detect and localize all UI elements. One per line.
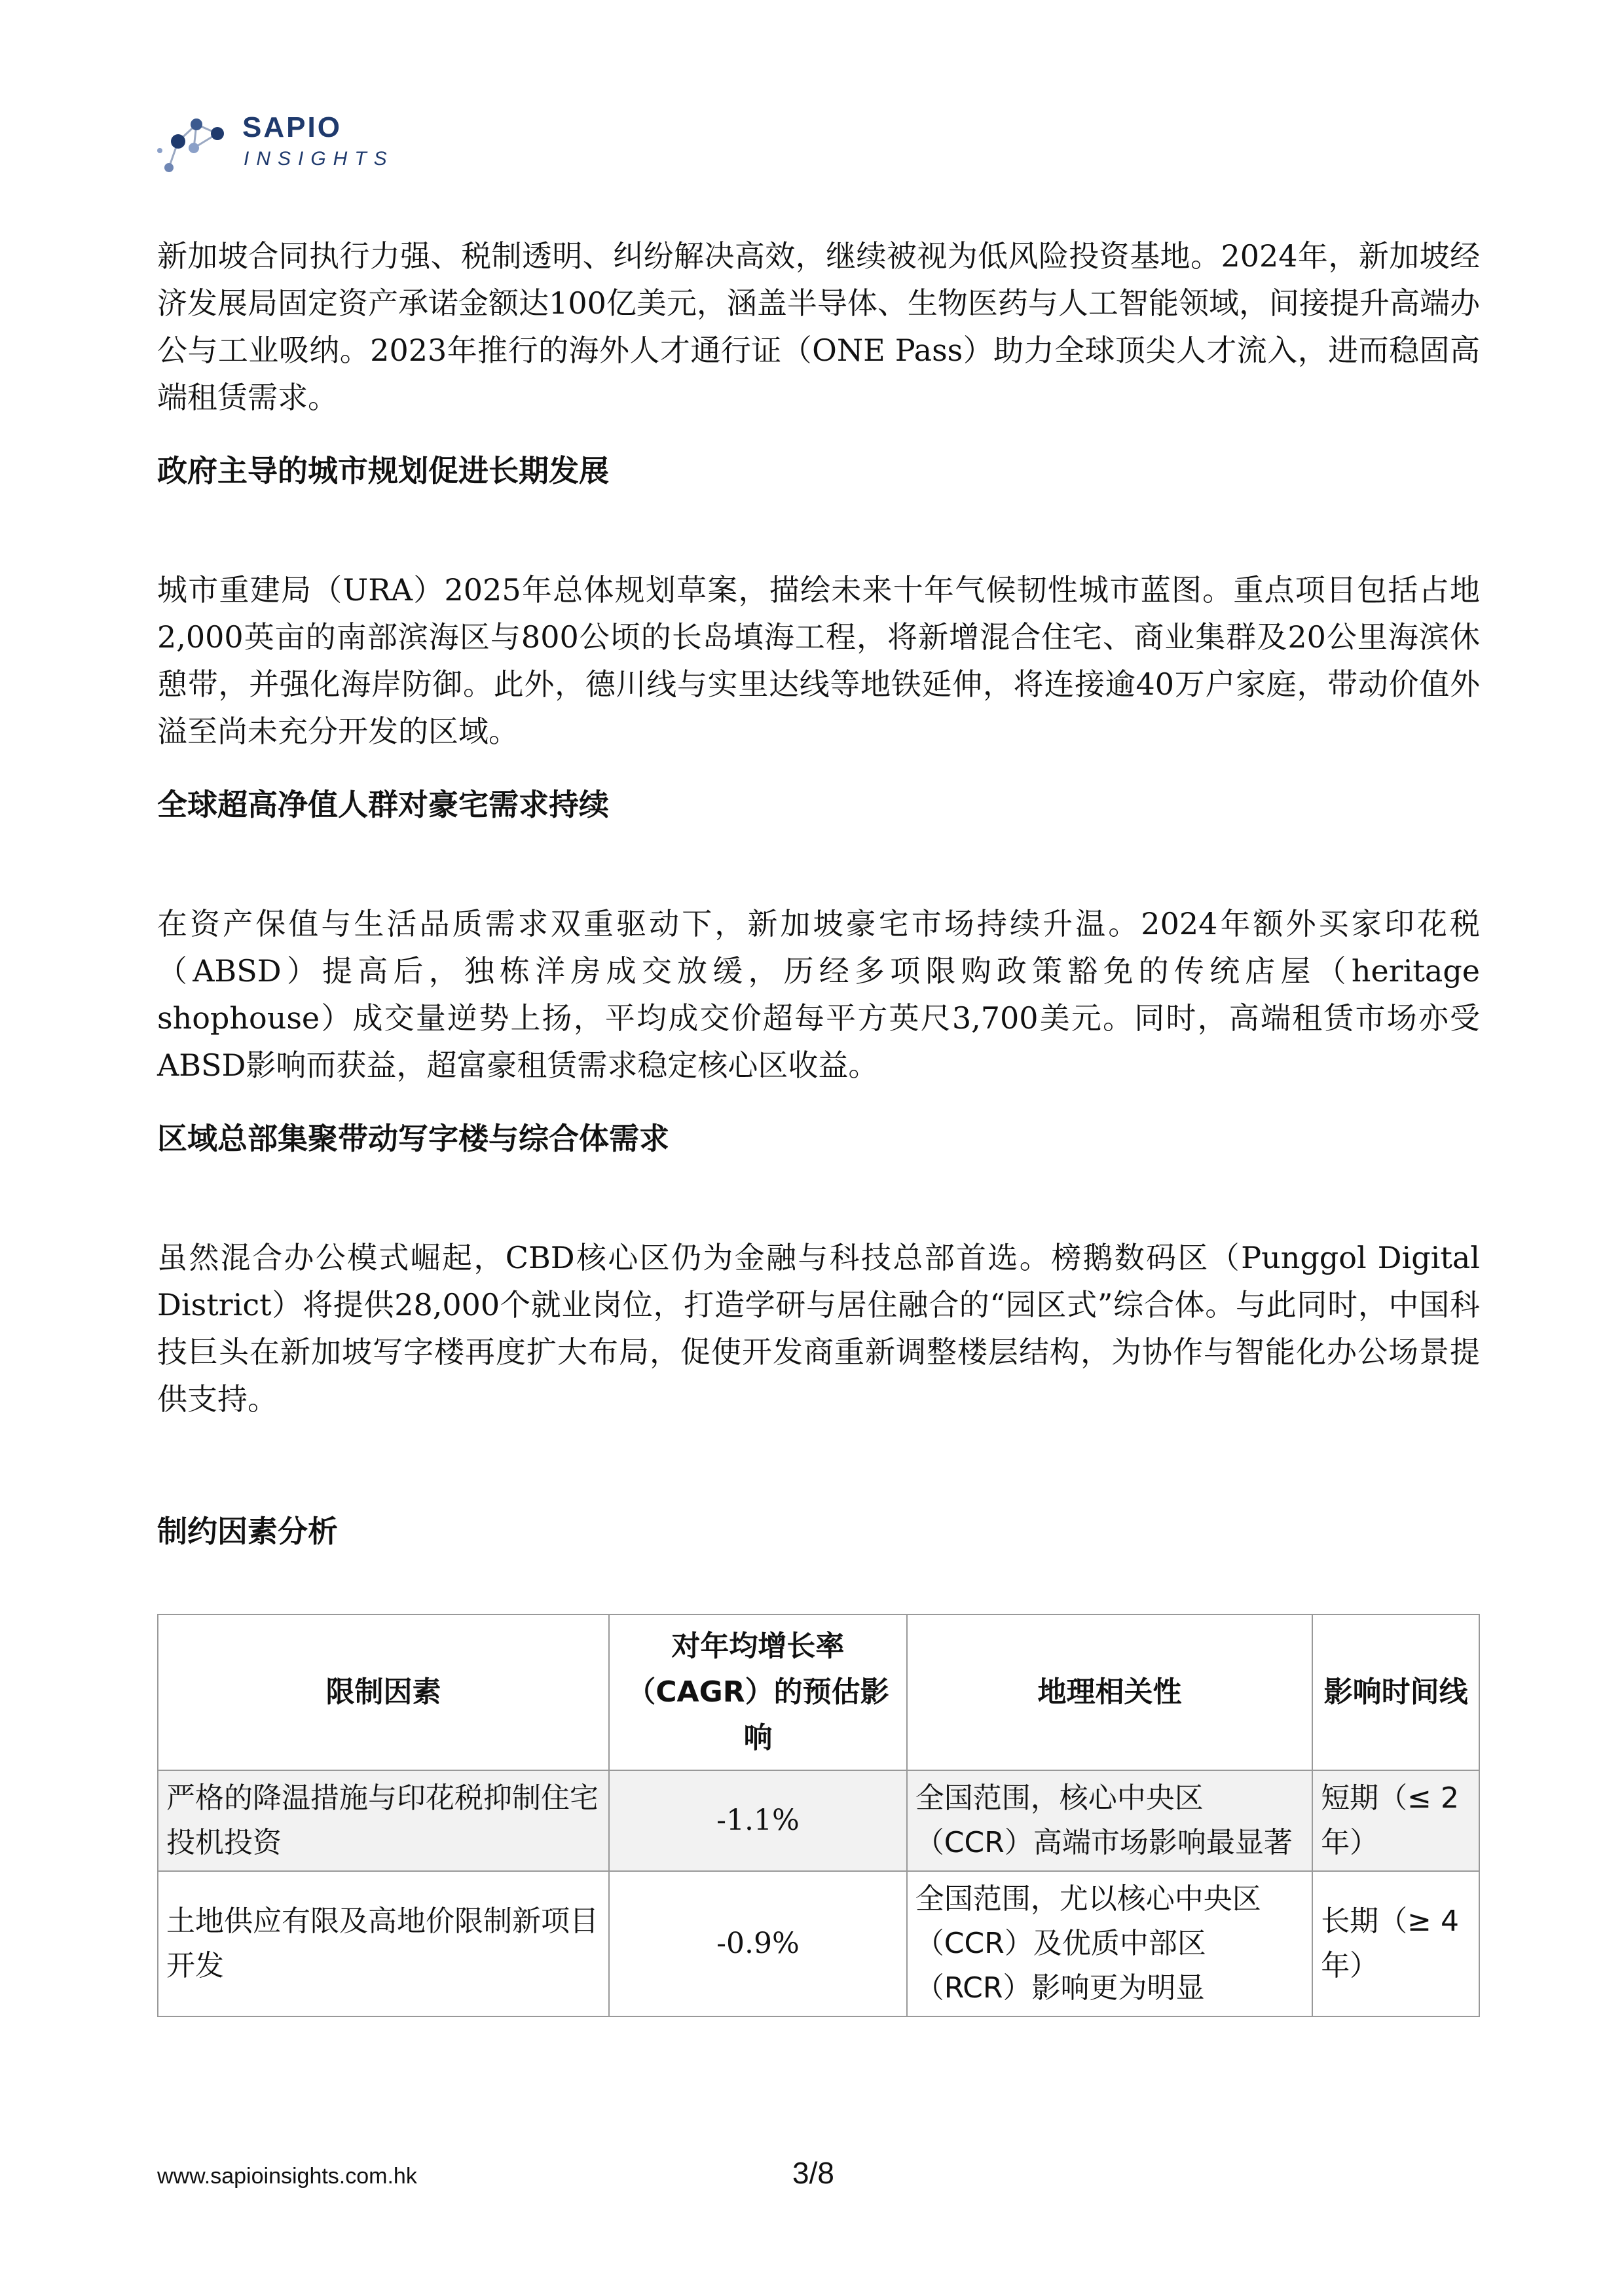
logo-wordmark-sapio: SAPIO <box>242 111 342 143</box>
header-timeline: 影响时间线 <box>1312 1614 1479 1770</box>
header-geography: 地理相关性 <box>907 1614 1312 1770</box>
section-body-urban-planning: 城市重建局（URA）2025年总体规划草案，描绘未来十年气候韧性城市蓝图。重点项目包括占地2,000英亩的南部滨海区与800公顷的长岛填海工程，将新增混合住宅、商业集群及20公里海滨休憩带，并强化海岸防御。此外，德川线与实里达线等地铁延伸，将连接逾40万户家庭，带动价值外溢至尚未充分开发的区域。 <box>157 572 1480 749</box>
cell-factor: 土地供应有限及高地价限制新项目开发 <box>158 1871 609 2016</box>
footer-website-link[interactable]: www.sapioinsights.com.hk <box>157 2164 417 2189</box>
constraints-heading: 制约因素分析 <box>157 1514 338 1549</box>
table-header-row <box>158 1614 1479 1770</box>
table-row <box>158 1770 1479 1871</box>
sapio-insights-logo <box>157 105 432 183</box>
section-heading-office-demand: 区域总部集聚带动写字楼与综合体需求 <box>157 1121 669 1156</box>
table-row <box>158 1871 1479 2016</box>
cell-timeline: 长期（≥ 4年） <box>1312 1871 1479 2016</box>
constraints-table <box>157 1614 1480 2017</box>
section-body-luxury-demand: 在资产保值与生活品质需求双重驱动下，新加坡豪宅市场持续升温。2024年额外买家印花税（ABSD）提高后，独栋洋房成交放缓，历经多项限购政策豁免的传统店屋（heritage shophouse）成交量逆势上扬，平均成交价超每平方英尺3,700美元。同时，高端租赁市场亦受ABSD影响而获益，超富豪租赁需求稳定核心区收益。 <box>157 906 1480 1083</box>
cell-cagr-impact: -1.1% <box>609 1770 907 1871</box>
logo-wordmark-insights: INSIGHTS <box>244 148 394 170</box>
cell-geography: 全国范围，尤以核心中央区（CCR）及优质中部区（RCR）影响更为明显 <box>907 1871 1312 2016</box>
section-heading-urban-planning: 政府主导的城市规划促进长期发展 <box>157 453 609 488</box>
cell-factor: 严格的降温措施与印花税抑制住宅投机投资 <box>158 1770 609 1871</box>
intro-paragraph: 新加坡合同执行力强、税制透明、纠纷解决高效，继续被视为低风险投资基地。2024年，新加坡经济发展局固定资产承诺金额达100亿美元，涵盖半导体、生物医药与人工智能领域，间接提升高端办公与工业吸纳。2023年推行的海外人才通行证（ONE Pass）助力全球顶尖人才流入，进而稳固高端租赁需求。 <box>157 238 1480 415</box>
cell-geography: 全国范围，核心中央区（CCR）高端市场影响最显著 <box>907 1770 1312 1871</box>
section-heading-luxury-demand: 全球超高净值人群对豪宅需求持续 <box>157 787 609 822</box>
page-number: 3/8 <box>792 2156 834 2190</box>
cell-timeline: 短期（≤ 2年） <box>1312 1770 1479 1871</box>
cell-cagr-impact: -0.9% <box>609 1871 907 2016</box>
header-factor: 限制因素 <box>158 1614 609 1770</box>
document-body <box>157 232 1480 2017</box>
header-cagr-impact: 对年均增长率（CAGR）的预估影响 <box>609 1614 907 1770</box>
molecule-logo-icon <box>157 105 236 183</box>
section-body-office-demand: 虽然混合办公模式崛起，CBD核心区仍为金融与科技总部首选。榜鹅数码区（Punggol Digital District）将提供28,000个就业岗位，打造学研与居住融合的“园区式”综合体。与此同时，中国科技巨头在新加坡写字楼再度扩大布局，促使开发商重新调整楼层结构，为协作与智能化办公场景提供支持。 <box>157 1240 1480 1417</box>
